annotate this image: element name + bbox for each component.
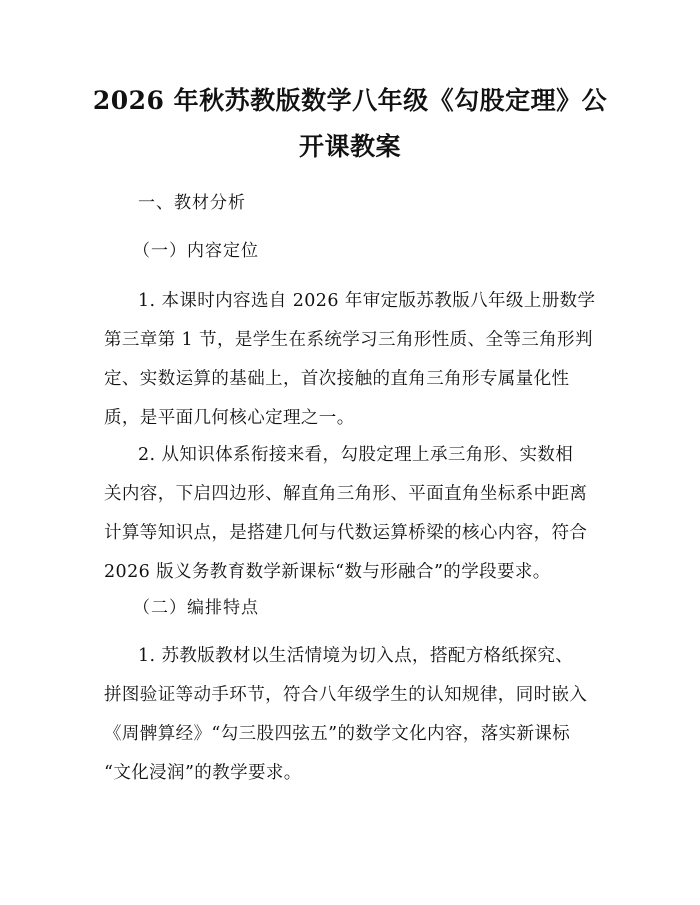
paragraph-line: 《周髀算经》“勾三股四弦五”的数学文化内容，落实新课标 [104,724,571,744]
section-heading-textbook-analysis: 一、教材分析 [138,193,246,213]
paragraph-line: 1. 本课时内容选自 2026 年审定版苏教版八年级上册数学 [138,291,596,311]
paragraph-line: 定、实数运算的基础上，首次接触的直角三角形专属量化性 [104,369,570,389]
subsection-heading-arrangement-features: （二）编排特点 [133,598,259,618]
paragraph-line: 关内容，下启四边形、解直角三角形、平面直角坐标系中距离 [104,484,588,504]
paragraph-content-positioning-1 [104,282,600,438]
paragraph-line: 质，是平面几何核心定理之一。 [104,408,355,428]
paragraph-line: 1. 苏教版教材以生活情境为切入点，搭配方格纸探究、 [138,646,574,666]
paragraph-line: “文化浸润”的教学要求。 [104,763,302,783]
paragraph-content-positioning-2 [104,436,600,592]
paragraph-line: 第三章第 1 节，是学生在系统学习三角形性质、全等三角形判 [104,330,593,350]
paragraph-line: 计算等知识点，是搭建几何与代数运算桥梁的核心内容，符合 [104,523,588,543]
subsection-heading-content-positioning: （一）内容定位 [133,241,259,261]
paragraph-arrangement-features-1 [104,637,600,793]
document-title-line-1: 2026 年秋苏教版数学八年级《勾股定理》公 [92,86,608,115]
paragraph-line: 2026 版义务教育数学新课标“数与形融合”的学段要求。 [104,562,551,582]
document-title-line-2: 开课教案 [298,132,401,161]
paragraph-line: 2. 从知识体系衔接来看，勾股定理上承三角形、实数相 [138,445,574,465]
paragraph-line: 拼图验证等动手环节，符合八年级学生的认知规律，同时嵌入 [104,685,588,705]
